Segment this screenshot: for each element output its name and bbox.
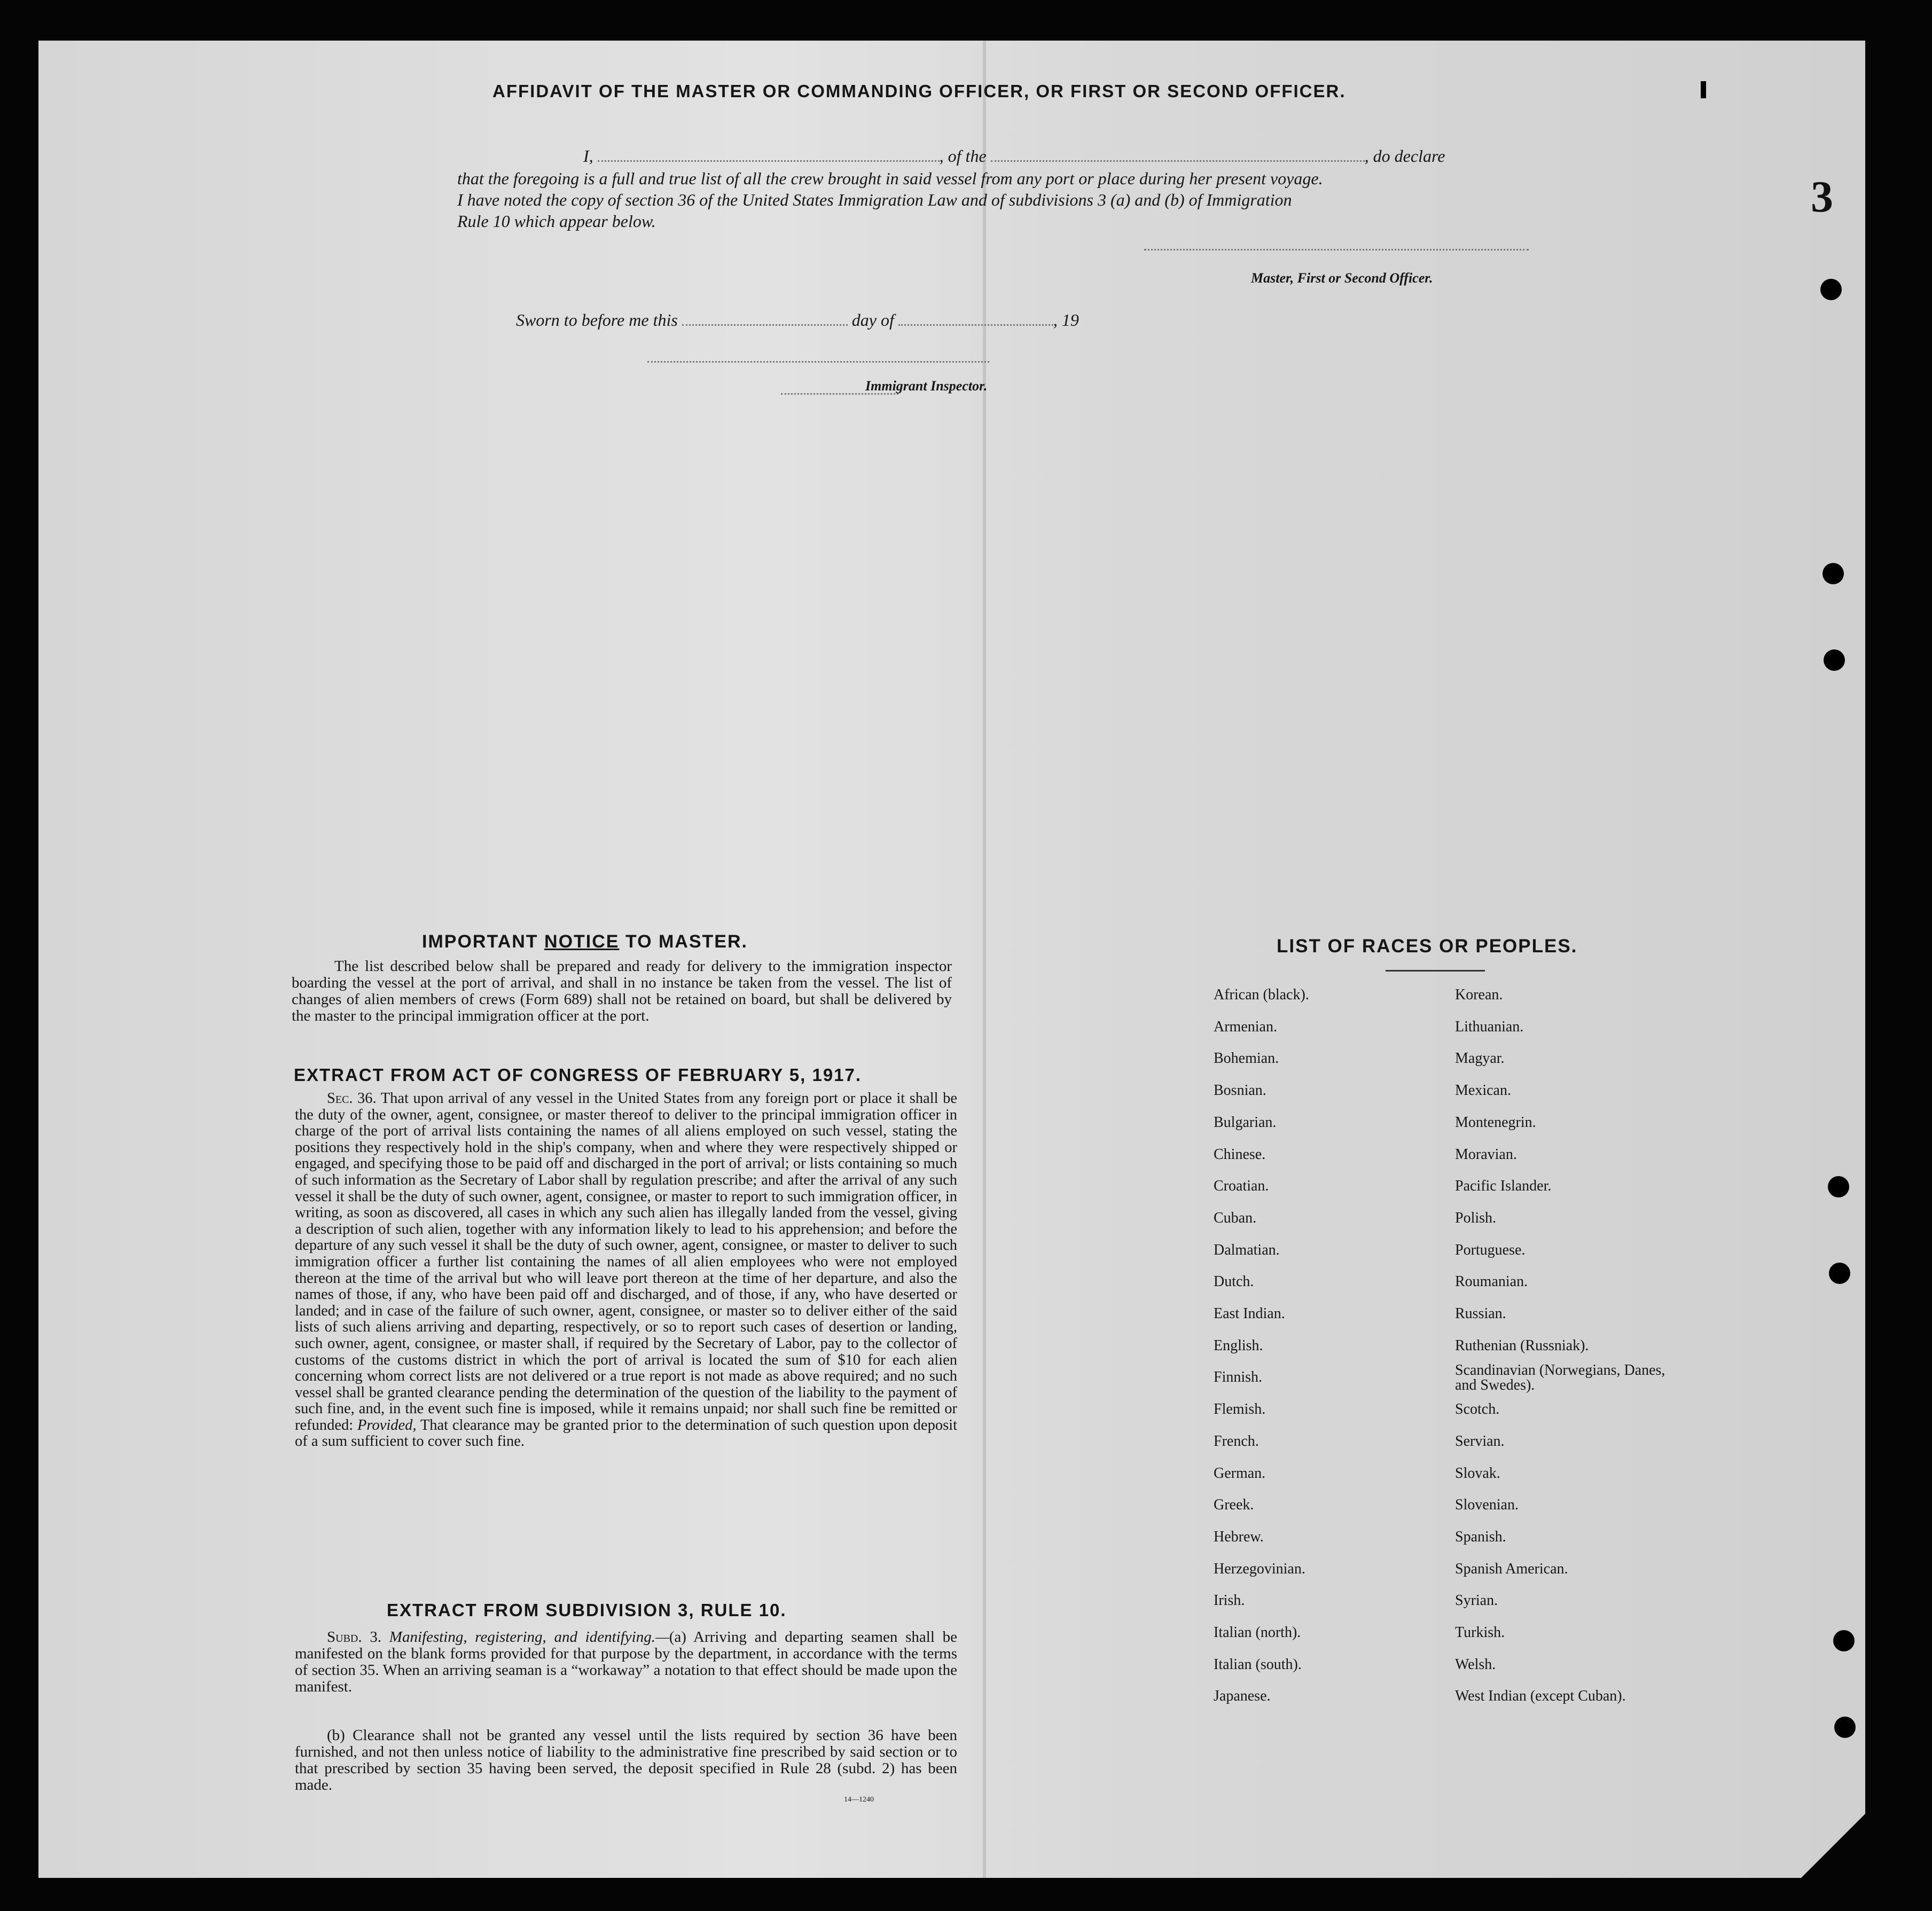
- binding-mark: [1701, 81, 1706, 98]
- race-item: Chinese.: [1214, 1146, 1266, 1163]
- race-item: Spanish American.: [1455, 1560, 1568, 1577]
- race-item: Magyar.: [1455, 1050, 1505, 1067]
- affidavit-line1: [583, 146, 1445, 166]
- rule-extract-title: EXTRACT FROM SUBDIVISION 3, RULE 10.: [387, 1600, 787, 1620]
- race-item: Bohemian.: [1214, 1050, 1279, 1067]
- race-item: Italian (north).: [1214, 1624, 1301, 1641]
- year-label: , 19: [1053, 310, 1079, 330]
- race-item: Bulgarian.: [1214, 1114, 1277, 1131]
- notice-title-notice: NOTICE: [544, 931, 620, 952]
- race-item: Scotch.: [1455, 1401, 1500, 1418]
- page-number-mark: 3: [1811, 172, 1833, 222]
- act-sec-text: That upon arrival of any vessel in the United States from any foreign port or place it shall be the duty of the owner, agent, consignee, or master thereof to deliver to the principal immigration officer in charge of the port of arrival lists containing the names of all aliens employed on such vessel, stating the positions they respectively hold in the ship's company, when and where they were respectively shipped or engaged, and specifying those to be paid off and discharged in the port of arrival; or lists containing so much of such information as the Secretary of Labor shall by regulation prescribe; and after the arrival of any such vessel it shall be the duty of such owner, agent, consignee, or master to report to such immigration officer, in writing, as soon as discovered, all cases in which any such alien has illegally landed from the vessel, giving a description of such alien, together with any information likely to lead to his apprehension; and before the departure of any such vessel it shall be the duty of such owner, agent, consignee, or master to deliver to such immigration officer a further list containing the names of all alien employees who were not employed thereon at the time of the arrival but who will leave port thereon at the time of her departure, and also the names of those, if any, who have been paid off and discharged, and of those, if any, who have deserted or landed; and in case of the failure of such owner, agent, consignee, or master so to deliver either of the said lists of such aliens arriving and departing, respectively, or so to report such cases of desertion or landing, such owner, agent, consignee, or master shall, if required by the Secretary of Labor, pay to the collector of customs of the customs district in which the port of arrival is located the sum of $10 for each alien concerning whom correct lists are not delivered or a true report is not made as above required; and no such vessel shall be granted clearance pending the determination of the question of the liability to the payment of such fine, and, in the event such fine is imposed, while it remains unpaid; nor shall such fine be remitted or refunded:: [295, 1090, 957, 1434]
- race-item: African (black).: [1214, 986, 1309, 1003]
- document-sheet: [38, 41, 1865, 1878]
- race-item: Scandinavian (Norwegians, Danes, and Swedes).: [1455, 1362, 1665, 1394]
- affidavit-line4: Rule 10 which appear below.: [457, 212, 656, 231]
- race-item: Servian.: [1455, 1432, 1505, 1450]
- notice-text: The list described below shall be prepared and ready for delivery to the immigration inspector boarding the vessel at the port of arrival, and shall in no instance be taken from the vessel. The list of changes of alien members of crews (Form 689) shall not be retained on board, but shall be delivered by the master to the principal immigration officer at the port.: [292, 958, 952, 1024]
- rule-extract-para-b: (b) Clearance shall not be granted any vessel until the lists required by section 36 have been furnished, and not then unless notice of liability to the administrative fine prescribed by said section or to that prescribed by section 35 having been served, the deposit specified in Rule 28 (subd. 2) has been made.: [295, 1727, 957, 1793]
- page-curl: [1801, 1814, 1865, 1878]
- race-item: Mexican.: [1455, 1082, 1511, 1099]
- race-item: Finnish.: [1214, 1369, 1263, 1386]
- sworn-month-field[interactable]: [898, 324, 1053, 326]
- race-item: West Indian (except Cuban).: [1455, 1688, 1626, 1705]
- act-sec-label: Sec. 36.: [327, 1090, 377, 1107]
- rule-extract-para-a: [295, 1629, 957, 1695]
- race-item: Turkish.: [1455, 1624, 1505, 1641]
- notice-title-important: IMPORTANT: [422, 931, 538, 952]
- race-item: Korean.: [1455, 986, 1503, 1003]
- race-item: Syrian.: [1455, 1592, 1498, 1609]
- notice-title: [422, 931, 748, 952]
- race-item: Montenegrin.: [1455, 1114, 1536, 1131]
- races-title: LIST OF RACES OR PEOPLES.: [1277, 936, 1578, 957]
- rule-para-a-text: (a) Arriving and departing seamen shall be manifested on the blank forms provided for that purpose by the department, in accordance with the terms of section 35. When an arriving seaman is a “workaway” a notation to that effect should be made upon the manifest.: [295, 1628, 957, 1695]
- punch-hole: [1824, 649, 1845, 671]
- race-item: Cuban.: [1214, 1209, 1257, 1226]
- race-item: Ruthenian (Russniak).: [1455, 1337, 1589, 1354]
- sworn-line: [516, 310, 1079, 330]
- act-sec-text-end: That clearance may be granted prior to the determination of such question upon deposit of a sum sufficient to cover such fine.: [295, 1416, 958, 1450]
- race-item: Dalmatian.: [1214, 1241, 1280, 1258]
- race-item: Flemish.: [1214, 1401, 1266, 1418]
- punch-hole: [1829, 1263, 1850, 1284]
- punch-hole: [1820, 279, 1842, 300]
- vessel-name-field[interactable]: [991, 160, 1365, 162]
- race-item: Roumanian.: [1455, 1273, 1528, 1290]
- race-item: Lithuanian.: [1455, 1018, 1524, 1035]
- bleed-through-title: [295, 99, 304, 137]
- race-item: German.: [1214, 1464, 1266, 1482]
- race-item: Pacific Islander.: [1455, 1178, 1552, 1195]
- race-item: Croatian.: [1214, 1178, 1269, 1195]
- race-item: Japanese.: [1214, 1688, 1271, 1705]
- punch-hole: [1823, 563, 1844, 584]
- race-item: Italian (south).: [1214, 1656, 1302, 1673]
- affidavit-do-declare: , do declare: [1364, 146, 1445, 166]
- act-provided: Provided,: [357, 1416, 417, 1434]
- race-item: English.: [1214, 1337, 1263, 1354]
- rule-subd-heading: Manifesting, registering, and identifying.—: [389, 1628, 669, 1646]
- race-item: Greek.: [1214, 1497, 1254, 1514]
- affidavit-line3: I have noted the copy of section 36 of the United States Immigration Law and of subdivisions 3 (a) and (b) of Immigration: [457, 190, 1292, 209]
- race-item: Armenian.: [1214, 1018, 1277, 1035]
- race-item: Dutch.: [1214, 1273, 1254, 1290]
- race-item: Moravian.: [1455, 1146, 1517, 1163]
- affidavit-title: AFFIDAVIT OF THE MASTER OR COMMANDING OFFICER, OR FIRST OR SECOND OFFICER.: [492, 81, 1346, 101]
- officer-name-field[interactable]: [598, 160, 940, 162]
- punch-hole: [1833, 1630, 1855, 1651]
- rule-subd-label: Subd. 3.: [327, 1628, 382, 1646]
- race-item: Irish.: [1214, 1592, 1245, 1609]
- day-of-label: day of: [851, 310, 894, 330]
- race-item: Welsh.: [1455, 1656, 1496, 1673]
- race-item: Hebrew.: [1214, 1528, 1264, 1545]
- race-item: Slovak.: [1455, 1464, 1500, 1482]
- race-item: Slovenian.: [1455, 1497, 1519, 1514]
- sworn-day-field[interactable]: [682, 324, 848, 326]
- punch-hole: [1828, 1176, 1849, 1197]
- race-item: Portuguese.: [1455, 1241, 1526, 1258]
- master-caption: Master, First or Second Officer.: [1251, 270, 1433, 286]
- affidavit-line2: that the foregoing is a full and true list of all the crew brought in said vessel from any port or place during her present voyage.: [457, 169, 1323, 188]
- race-item: East Indian.: [1214, 1305, 1285, 1322]
- sworn-label: Sworn to before me this: [516, 310, 678, 330]
- punch-hole: [1834, 1717, 1856, 1738]
- affidavit-i-label: I,: [583, 146, 593, 166]
- races-title-rule: [1386, 970, 1485, 972]
- inspector-signature-field[interactable]: [647, 361, 989, 363]
- race-item: Herzegovinian.: [1214, 1560, 1305, 1577]
- race-item: Bosnian.: [1214, 1082, 1266, 1099]
- race-item: French.: [1214, 1432, 1259, 1450]
- inspector-caption: Immigrant Inspector.: [865, 378, 988, 394]
- master-signature-field[interactable]: [1144, 249, 1529, 250]
- affidavit-of-the-label: , of the: [939, 146, 987, 166]
- form-number: 14—1240: [844, 1796, 874, 1804]
- race-item: Spanish.: [1455, 1528, 1506, 1545]
- act-extract-text: [295, 1091, 957, 1450]
- race-item: Russian.: [1455, 1305, 1506, 1322]
- act-extract-title: EXTRACT FROM ACT OF CONGRESS OF FEBRUARY 5, 1917.: [294, 1065, 862, 1085]
- notice-title-master: TO MASTER.: [625, 931, 748, 952]
- race-item: Polish.: [1455, 1209, 1497, 1226]
